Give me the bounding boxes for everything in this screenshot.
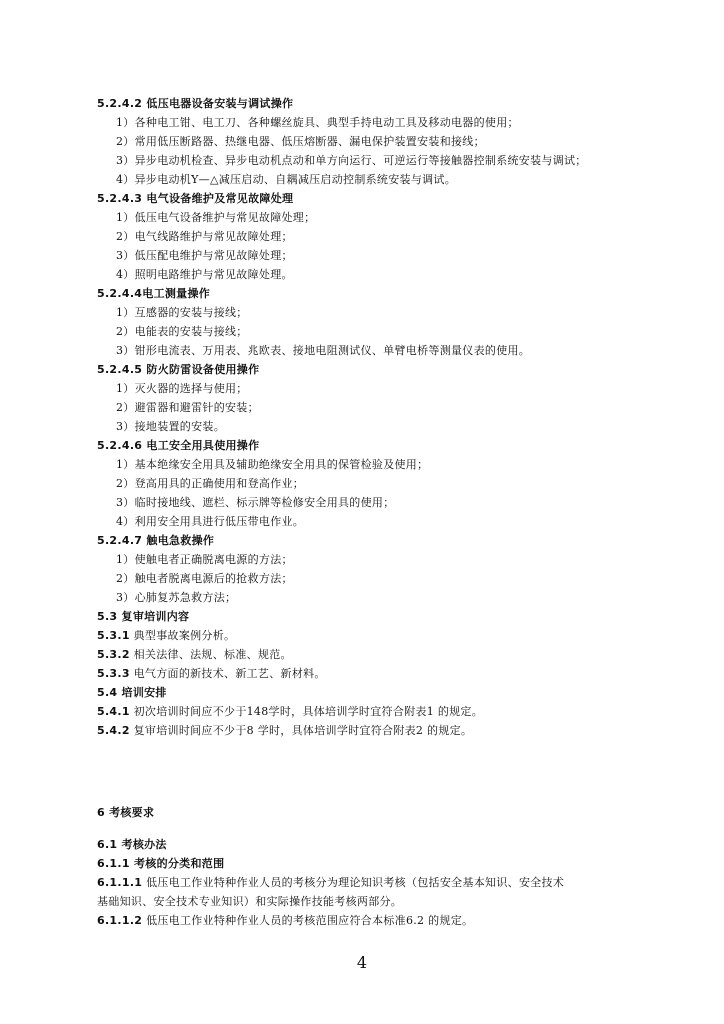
list-item: 2）登高用具的正确使用和登高作业； [116, 477, 305, 490]
clause-6-1-1-1: 6.1.1.1 低压电工作业特种作业人员的考核分为理论知识考核（包括安全基本知识、安全技术 [97, 876, 565, 889]
heading-6-1: 6.1 考核办法 [97, 838, 167, 851]
heading-5-4: 5.4 培训安排 [97, 686, 167, 699]
clause-5-3-2: 5.3.2 相关法律、法规、标准、规范。 [97, 648, 292, 661]
heading-5-2-4-3: 5.2.4.3 电气设备维护及常见故障处理 [97, 192, 294, 205]
list-item: 3）临时接地线、遮栏、标示牌等检修安全用具的使用； [116, 496, 395, 509]
list-item: 3）接地装置的安装。 [116, 420, 225, 433]
list-item: 3）低压配电维护与常见故障处理； [116, 249, 293, 262]
heading-5-3: 5.3 复审培训内容 [97, 610, 190, 623]
list-item: 1）各种电工钳、电工刀、各种螺丝旋具、典型手持电动工具及移动电器的使用； [116, 116, 519, 129]
list-item: 2）常用低压断路器、热继电器、低压熔断器、漏电保护装置安装和接线； [116, 135, 485, 148]
list-item: 1）互感器的安装与接线； [116, 306, 248, 319]
heading-5-2-4-4: 5.2.4.4电工测量操作 [97, 287, 211, 300]
heading-5-2-4-5: 5.2.4.5 防火防雷设备使用操作 [97, 363, 260, 376]
clause-5-3-1: 5.3.1 典型事故案例分析。 [97, 629, 236, 642]
clause-5-4-2: 5.4.2 复审培训时间应不少于8 学时，具体培训学时宜符合附表2 的规定。 [97, 724, 473, 737]
clause-5-4-1: 5.4.1 初次培训时间应不少于148学时，具体培训学时宜符合附表1 的规定。 [97, 705, 484, 718]
list-item: 2）电能表的安装与接线； [116, 325, 248, 338]
list-item: 4）异步电动机Y—△减压启动、自耦减压启动控制系统安装与调试。 [116, 173, 457, 186]
clause-5-3-3: 5.3.3 电气方面的新技术、新工艺、新材料。 [97, 667, 326, 680]
list-item: 4）照明电路维护与常见故障处理。 [116, 268, 293, 281]
heading-5-2-4-6: 5.2.4.6 电工安全用具使用操作 [97, 439, 260, 452]
list-item: 2）电气线路维护与常见故障处理； [116, 230, 293, 243]
list-item: 1）基本绝缘安全用具及辅助绝缘安全用具的保管检验及使用； [116, 458, 429, 471]
list-item: 2）避雷器和避雷针的安装； [116, 401, 259, 414]
heading-6-1-1: 6.1.1 考核的分类和范围 [97, 857, 225, 870]
clause-6-1-1-2: 6.1.1.2 低压电工作业特种作业人员的考核范围应符合本标准6.2 的规定。 [97, 914, 474, 927]
list-item: 1）低压电气设备维护与常见故障处理； [116, 211, 316, 224]
page-number: 4 [356, 953, 368, 972]
list-item: 1）使触电者正确脱离电源的方法； [116, 553, 293, 566]
list-item: 3）钳形电流表、万用表、兆欧表、接地电阻测试仪、单臂电桥等测量仪表的使用。 [116, 344, 531, 357]
heading-5-2-4-7: 5.2.4.7 触电急救操作 [97, 534, 215, 547]
list-item: 3）心肺复苏急救方法； [116, 591, 237, 604]
list-item: 1）灭火器的选择与使用； [116, 382, 248, 395]
clause-6-1-1-1-continued: 基础知识、安全技术专业知识）和实际操作技能考核两部分。 [97, 895, 403, 908]
list-item: 2）触电者脱离电源后的抢救方法； [116, 572, 293, 585]
list-item: 4）利用安全用具进行低压带电作业。 [116, 515, 305, 528]
heading-6: 6 考核要求 [97, 806, 155, 819]
list-item: 3）异步电动机检查、异步电动机点动和单方向运行、可逆运行等接触器控制系统安装与调试； [116, 154, 587, 167]
heading-5-2-4-2: 5.2.4.2 低压电器设备安装与调试操作 [97, 97, 294, 110]
